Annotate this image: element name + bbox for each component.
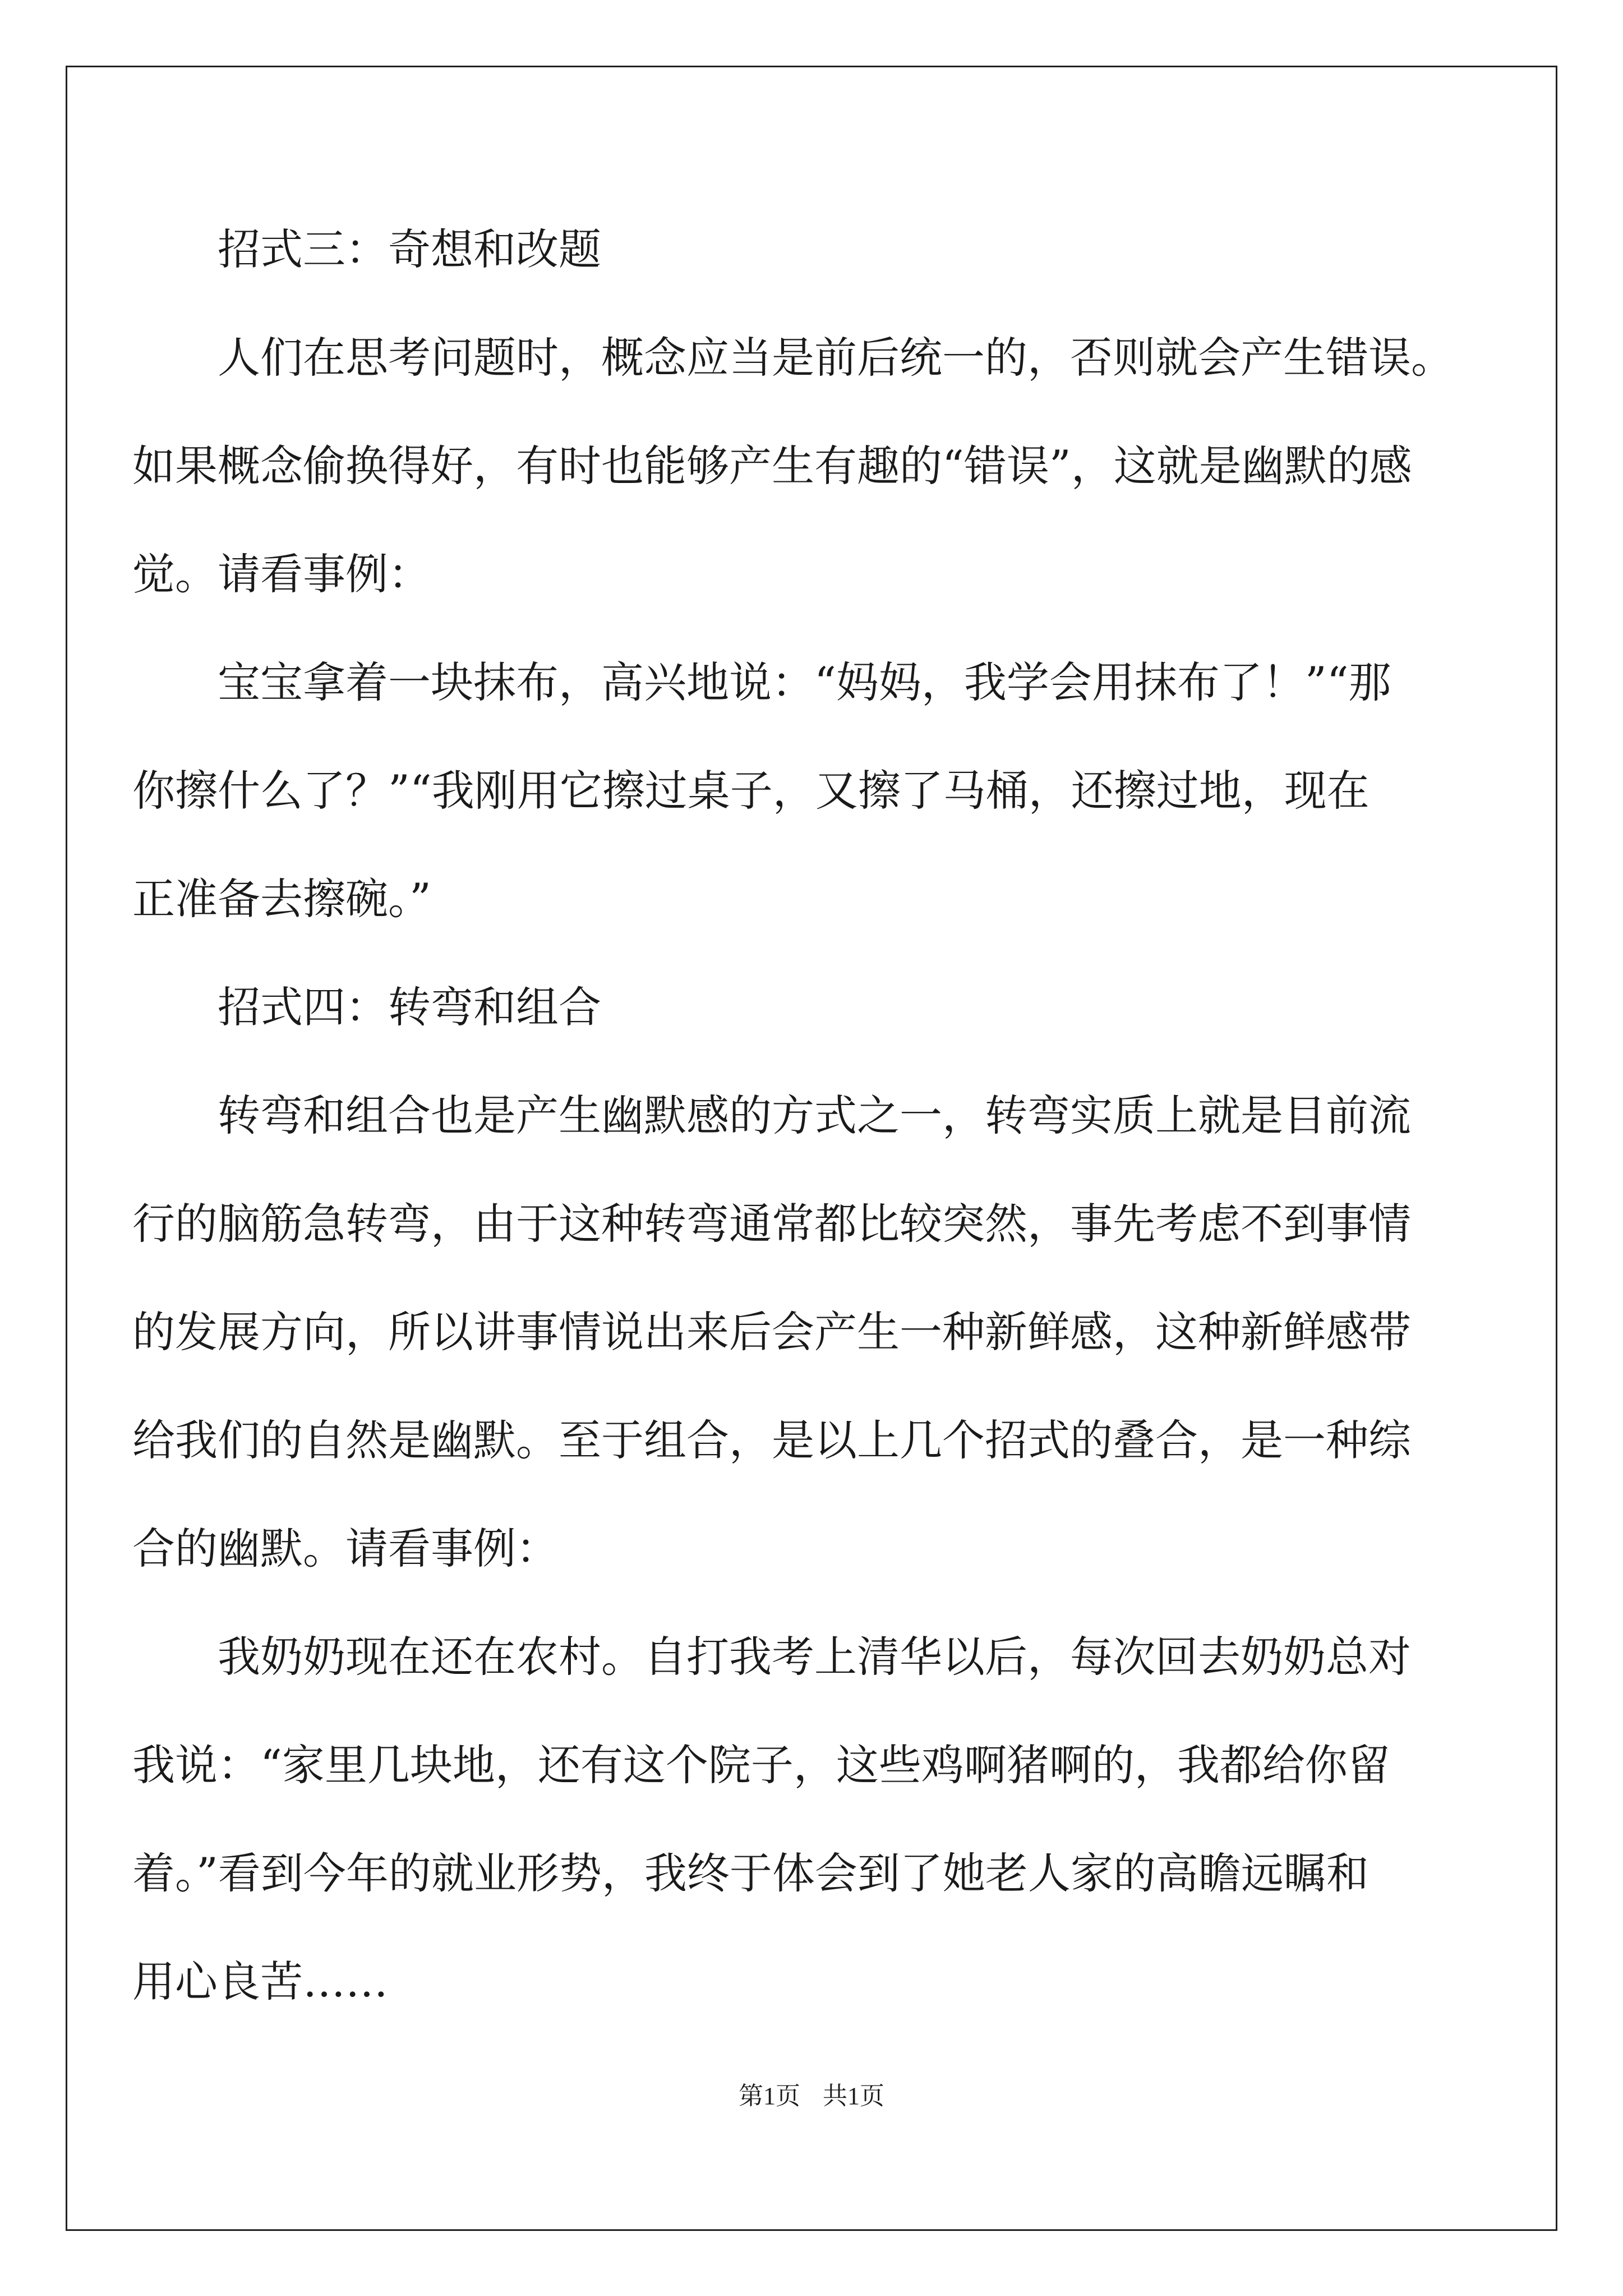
paragraph-line: 行的脑筋急转弯，由于这种转弯通常都比较突然，事先考虑不到事情 [132,1199,1411,1249]
paragraph-line: 我奶奶现在还在农村。自打我考上清华以后，每次回去奶奶总对 [218,1632,1411,1682]
paragraph-line: 觉。请看事例： [132,549,431,599]
paragraph-line: 用心良苦…… [132,1957,388,2007]
paragraph-line: 合的幽默。请看事例： [132,1524,559,1573]
paragraph-line: 我说：“家里几块地，还有这个院子，这些鸡啊猪啊的，我都给你留 [132,1740,1390,1790]
paragraph-line: 你擦什么了？”“我刚用它擦过桌子，又擦了马桶，还擦过地，现在 [132,766,1370,816]
page-border [66,66,1557,2231]
page-number: 第1页 [739,2082,800,2110]
paragraph-line: 转弯和组合也是产生幽默感的方式之一，转弯实质上就是目前流 [218,1091,1411,1140]
paragraph-line: 的发展方向，所以讲事情说出来后会产生一种新鲜感，这种新鲜感带 [132,1307,1411,1357]
paragraph-line: 如果概念偷换得好，有时也能够产生有趣的“错误”，这就是幽默的感 [132,441,1412,491]
page-footer [0,2081,1623,2112]
paragraph-line: 正准备去擦碗。” [132,874,431,924]
section-heading-3: 招式三：奇想和改题 [218,224,601,274]
page-total: 共1页 [823,2082,884,2110]
paragraph-line: 宝宝拿着一块抹布，高兴地说：“妈妈，我学会用抹布了！”“那 [218,657,1391,707]
section-heading-4: 招式四：转弯和组合 [218,982,601,1032]
paragraph-line: 人们在思考问题时，概念应当是前后统一的，否则就会产生错误。 [218,333,1454,383]
paragraph-line: 给我们的自然是幽默。至于组合，是以上几个招式的叠合，是一种综 [132,1415,1411,1465]
paragraph-line: 着。”看到今年的就业形势，我终于体会到了她老人家的高瞻远瞩和 [132,1848,1369,1898]
